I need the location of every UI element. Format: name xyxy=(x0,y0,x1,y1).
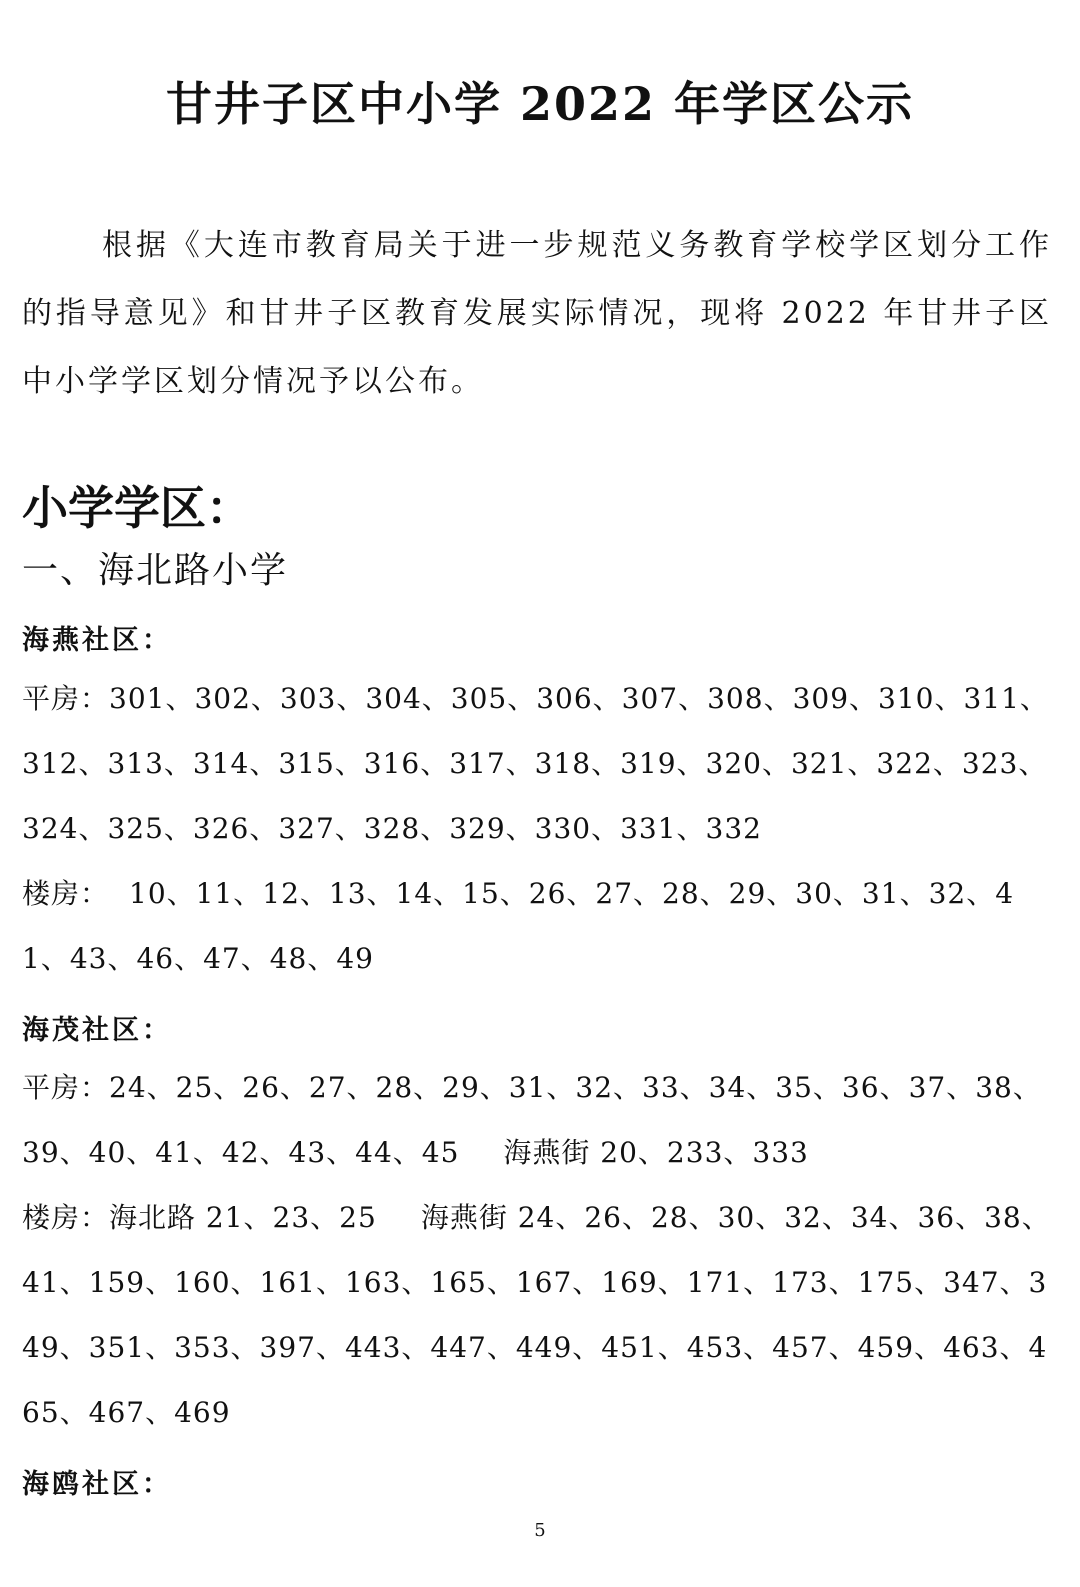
page-number: 5 xyxy=(534,1520,546,1541)
building-street-2: 海燕街 24、26、28、30、32、34、36、38、41、159、160、161、163、165、167、169、171、173、175、347、349、351、353、397、443、447、449、451、453、457、459、463、465、467、469 xyxy=(22,1201,1051,1429)
community-heading-haiyan: 海燕社区： xyxy=(22,625,172,656)
building-street-1: 海北路 21、23、25 xyxy=(109,1201,377,1234)
bungalow-numbers: 301、302、303、304、305、306、307、308、309、310、311、312、313、314、315、316、317、318、319、320、321、322、323、324、325、326、327、328、329、330、331、332 xyxy=(22,682,1049,845)
page-title: 甘井子区中小学 2022 年学区公示 xyxy=(165,77,915,131)
intro-paragraph: 根据《大连市教育局关于进一步规范义务教育学校学区划分工作的指导意见》和甘井子区教育发展实际情况，现将 2022 年甘井子区中小学学区划分情况予以公布。 xyxy=(22,228,1052,399)
building-numbers: 10、11、12、13、14、15、26、27、28、29、30、31、32、41、43、46、47、48、49 xyxy=(22,877,1015,975)
school-heading: 一、海北路小学 xyxy=(22,550,289,591)
community-heading-haimao: 海茂社区： xyxy=(22,1015,172,1046)
community-heading-haiou: 海鸥社区： xyxy=(22,1469,172,1500)
bungalow-numbers: 24、25、26、27、28、29、31、32、33、34、35、36、37、38、39、40、41、42、43、44、45 xyxy=(22,1071,1042,1169)
haimao-building-paragraph xyxy=(22,1185,1052,1445)
haimao-bungalow-paragraph xyxy=(22,1055,1052,1185)
building-label: 楼房： xyxy=(22,877,110,910)
section-heading: 小学学区： xyxy=(22,481,252,535)
haiyan-bungalow-paragraph xyxy=(22,666,1052,861)
bungalow-label: 平房： xyxy=(22,682,110,715)
bungalow-street: 海燕街 20、233、333 xyxy=(503,1136,809,1169)
bungalow-label: 平房： xyxy=(22,1071,110,1104)
building-label: 楼房： xyxy=(22,1201,110,1234)
haiyan-building-paragraph xyxy=(22,861,1052,991)
